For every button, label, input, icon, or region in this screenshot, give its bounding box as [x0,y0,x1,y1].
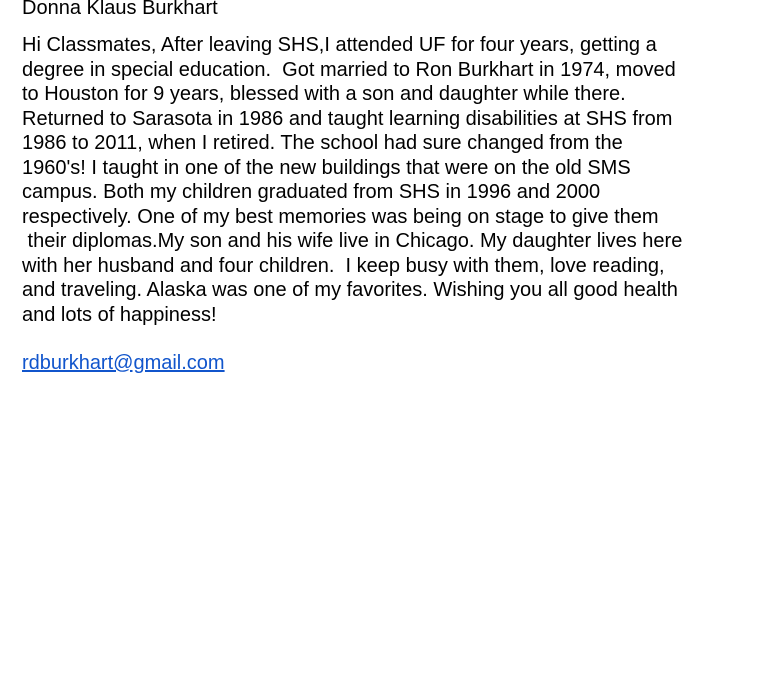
message-line: respectively. One of my best memories was being on stage to give them [22,205,659,228]
message-line: degree in special education. Got married to Ron Burkhart in 1974, moved [22,58,676,81]
message-line: 1986 to 2011, when I retired. The school had sure changed from the [22,132,623,154]
author-name: Donna Klaus Burkhart [22,0,218,19]
message-line: campus. Both my children graduated from SHS in 1996 and 2000 [22,181,601,203]
message-line: to Houston for 9 years, blessed with a son and daughter while there. [22,83,626,105]
message-line: with her husband and four children. I keep busy with them, love reading, [22,254,665,277]
message-body [22,33,752,327]
email-link[interactable]: rdburkhart@gmail.com [22,352,225,374]
document-page [22,0,752,375]
message-line: Hi Classmates, After leaving SHS,I attended UF for four years, getting a [22,34,657,56]
message-line: and lots of happiness! [22,303,217,326]
message-line: and traveling. Alaska was one of my favorites. Wishing you all good health [22,279,678,301]
message-line: Returned to Sarasota in 1986 and taught learning disabilities at SHS from [22,107,673,130]
message-line: their diplomas.My son and his wife live in Chicago. My daughter lives here [22,230,683,252]
message-line: 1960's! I taught in one of the new buildings that were on the old SMS [22,156,631,179]
